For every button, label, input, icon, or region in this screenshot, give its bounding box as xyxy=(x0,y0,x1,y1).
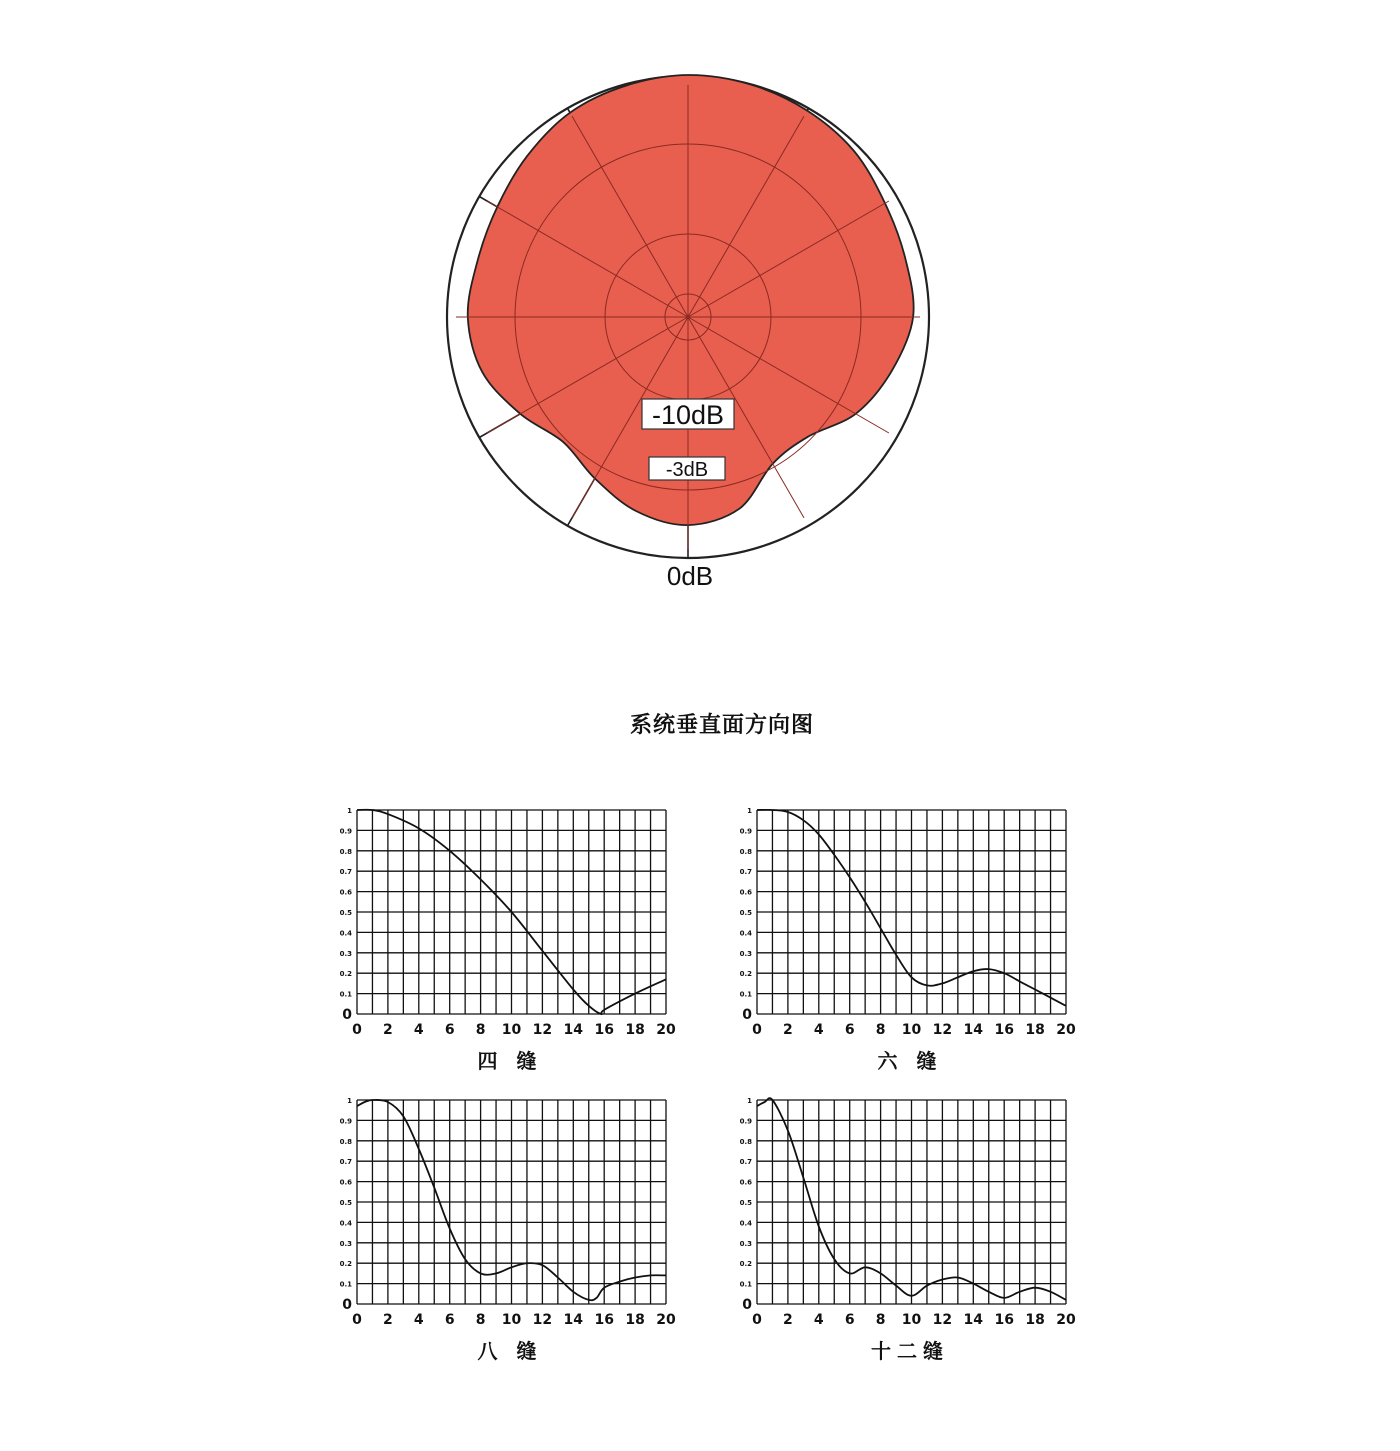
mini-chart-caption: 四 缝 xyxy=(477,1049,543,1073)
mini-chart-6-slot xyxy=(730,795,1090,1085)
y-tick-label: 0.4 xyxy=(739,1219,752,1228)
mini-chart-svg xyxy=(730,1085,1090,1335)
x-tick-label: 18 xyxy=(1025,1312,1045,1328)
y-tick-label: 0.4 xyxy=(339,929,352,938)
ring-label-0db: 0dB xyxy=(666,561,714,591)
y-tick-label: 0.6 xyxy=(739,1178,752,1187)
y-tick-label: 0.6 xyxy=(739,888,752,897)
polar-directivity-chart xyxy=(440,60,940,600)
x-tick-label: 4 xyxy=(813,1022,824,1038)
y-tick-label: 0 xyxy=(742,1297,752,1313)
y-tick-label: 0.8 xyxy=(739,847,752,856)
y-tick-label: 0.5 xyxy=(739,909,752,917)
mini-chart-caption: 六 缝 xyxy=(877,1049,943,1073)
x-tick-label: 10 xyxy=(501,1312,522,1328)
x-tick-label: 16 xyxy=(994,1022,1014,1038)
mini-chart-grid xyxy=(757,810,1066,1014)
y-tick-label: 0.1 xyxy=(339,990,352,999)
x-tick-label: 12 xyxy=(532,1312,553,1328)
y-tick-label: 0.1 xyxy=(739,1280,752,1289)
x-tick-label: 4 xyxy=(813,1312,824,1328)
ring-label-10db: -10dB xyxy=(651,400,725,430)
y-tick-label: 0.7 xyxy=(339,1158,352,1167)
y-tick-label: 0.7 xyxy=(339,868,352,877)
x-tick-label: 10 xyxy=(501,1022,522,1038)
mini-chart-svg xyxy=(330,1085,690,1335)
mini-chart-svg xyxy=(730,795,1090,1045)
y-tick-label: 0.2 xyxy=(339,1260,352,1269)
x-tick-label: 8 xyxy=(875,1312,886,1328)
mini-chart-4-slot xyxy=(330,795,690,1085)
mini-chart-8-slot xyxy=(330,1085,690,1375)
y-tick-label: 0.3 xyxy=(739,1239,752,1248)
y-tick-label: 0.3 xyxy=(739,949,752,958)
x-tick-label: 20 xyxy=(656,1022,676,1038)
y-tick-label: 0.5 xyxy=(339,909,352,917)
x-tick-label: 4 xyxy=(413,1312,424,1328)
y-tick-label: 0.9 xyxy=(739,1117,752,1126)
x-tick-label: 6 xyxy=(444,1312,455,1328)
mini-chart-svg xyxy=(330,795,690,1045)
y-tick-label: 0.8 xyxy=(339,847,352,856)
y-tick-label: 0.3 xyxy=(339,949,352,958)
x-tick-label: 18 xyxy=(1025,1022,1045,1038)
polar-svg xyxy=(440,60,940,600)
x-tick-label: 16 xyxy=(994,1312,1014,1328)
y-tick-label: 0.2 xyxy=(339,970,352,979)
mini-chart-caption: 十二缝 xyxy=(871,1339,949,1363)
x-tick-label: 10 xyxy=(901,1022,922,1038)
y-tick-label: 0.5 xyxy=(339,1199,352,1207)
x-tick-label: 6 xyxy=(444,1022,455,1038)
y-tick-label: 1 xyxy=(347,807,352,815)
x-tick-label: 8 xyxy=(475,1022,486,1038)
x-tick-label: 20 xyxy=(656,1312,676,1328)
y-tick-label: 0.9 xyxy=(739,827,752,836)
x-tick-label: 4 xyxy=(413,1022,424,1038)
x-tick-label: 2 xyxy=(383,1022,393,1038)
x-tick-label: 14 xyxy=(963,1022,984,1038)
y-tick-label: 0.9 xyxy=(339,1117,352,1126)
y-tick-label: 0.2 xyxy=(739,970,752,979)
y-tick-label: 0 xyxy=(742,1007,752,1023)
x-tick-label: 2 xyxy=(783,1312,793,1328)
y-tick-label: 0.1 xyxy=(739,990,752,999)
y-tick-label: 0.3 xyxy=(339,1239,352,1248)
x-tick-label: 18 xyxy=(625,1022,645,1038)
x-tick-label: 0 xyxy=(352,1312,362,1328)
x-tick-label: 16 xyxy=(594,1022,614,1038)
x-tick-label: 14 xyxy=(563,1312,584,1328)
y-tick-label: 0 xyxy=(342,1297,352,1313)
y-tick-label: 0.4 xyxy=(339,1219,352,1228)
x-tick-label: 0 xyxy=(752,1312,762,1328)
y-tick-label: 0 xyxy=(342,1007,352,1023)
x-tick-label: 0 xyxy=(752,1022,762,1038)
y-tick-label: 1 xyxy=(747,807,752,815)
y-tick-label: 0.4 xyxy=(739,929,752,938)
x-tick-label: 6 xyxy=(844,1312,855,1328)
x-tick-label: 0 xyxy=(352,1022,362,1038)
y-tick-label: 0.7 xyxy=(739,868,752,877)
ring-label-3db: -3dB xyxy=(665,459,709,481)
y-tick-label: 0.6 xyxy=(339,888,352,897)
x-tick-label: 2 xyxy=(383,1312,393,1328)
x-tick-label: 6 xyxy=(844,1022,855,1038)
x-tick-label: 16 xyxy=(594,1312,614,1328)
mini-chart-caption: 八 缝 xyxy=(477,1339,543,1363)
x-tick-label: 20 xyxy=(1056,1312,1076,1328)
y-tick-label: 0.8 xyxy=(339,1137,352,1146)
x-tick-label: 2 xyxy=(783,1022,793,1038)
mini-chart-12-slot xyxy=(730,1085,1090,1375)
x-tick-label: 12 xyxy=(932,1312,953,1328)
mini-chart-grid xyxy=(357,1100,666,1304)
x-tick-label: 8 xyxy=(475,1312,486,1328)
y-tick-label: 0.1 xyxy=(339,1280,352,1289)
x-tick-label: 20 xyxy=(1056,1022,1076,1038)
x-tick-label: 10 xyxy=(901,1312,922,1328)
y-tick-label: 0.7 xyxy=(739,1158,752,1167)
x-tick-label: 8 xyxy=(875,1022,886,1038)
y-tick-label: 0.5 xyxy=(739,1199,752,1207)
y-tick-label: 0.6 xyxy=(339,1178,352,1187)
x-tick-label: 18 xyxy=(625,1312,645,1328)
y-tick-label: 0.9 xyxy=(339,827,352,836)
mini-chart-grid xyxy=(757,1100,1066,1304)
x-tick-label: 12 xyxy=(932,1022,953,1038)
y-tick-label: 0.8 xyxy=(739,1137,752,1146)
x-tick-label: 12 xyxy=(532,1022,553,1038)
x-tick-label: 14 xyxy=(963,1312,984,1328)
x-tick-label: 14 xyxy=(563,1022,584,1038)
y-tick-label: 0.2 xyxy=(739,1260,752,1269)
section-title: 系统垂直面方向图 xyxy=(629,713,814,738)
y-tick-label: 1 xyxy=(747,1097,752,1105)
y-tick-label: 1 xyxy=(347,1097,352,1105)
